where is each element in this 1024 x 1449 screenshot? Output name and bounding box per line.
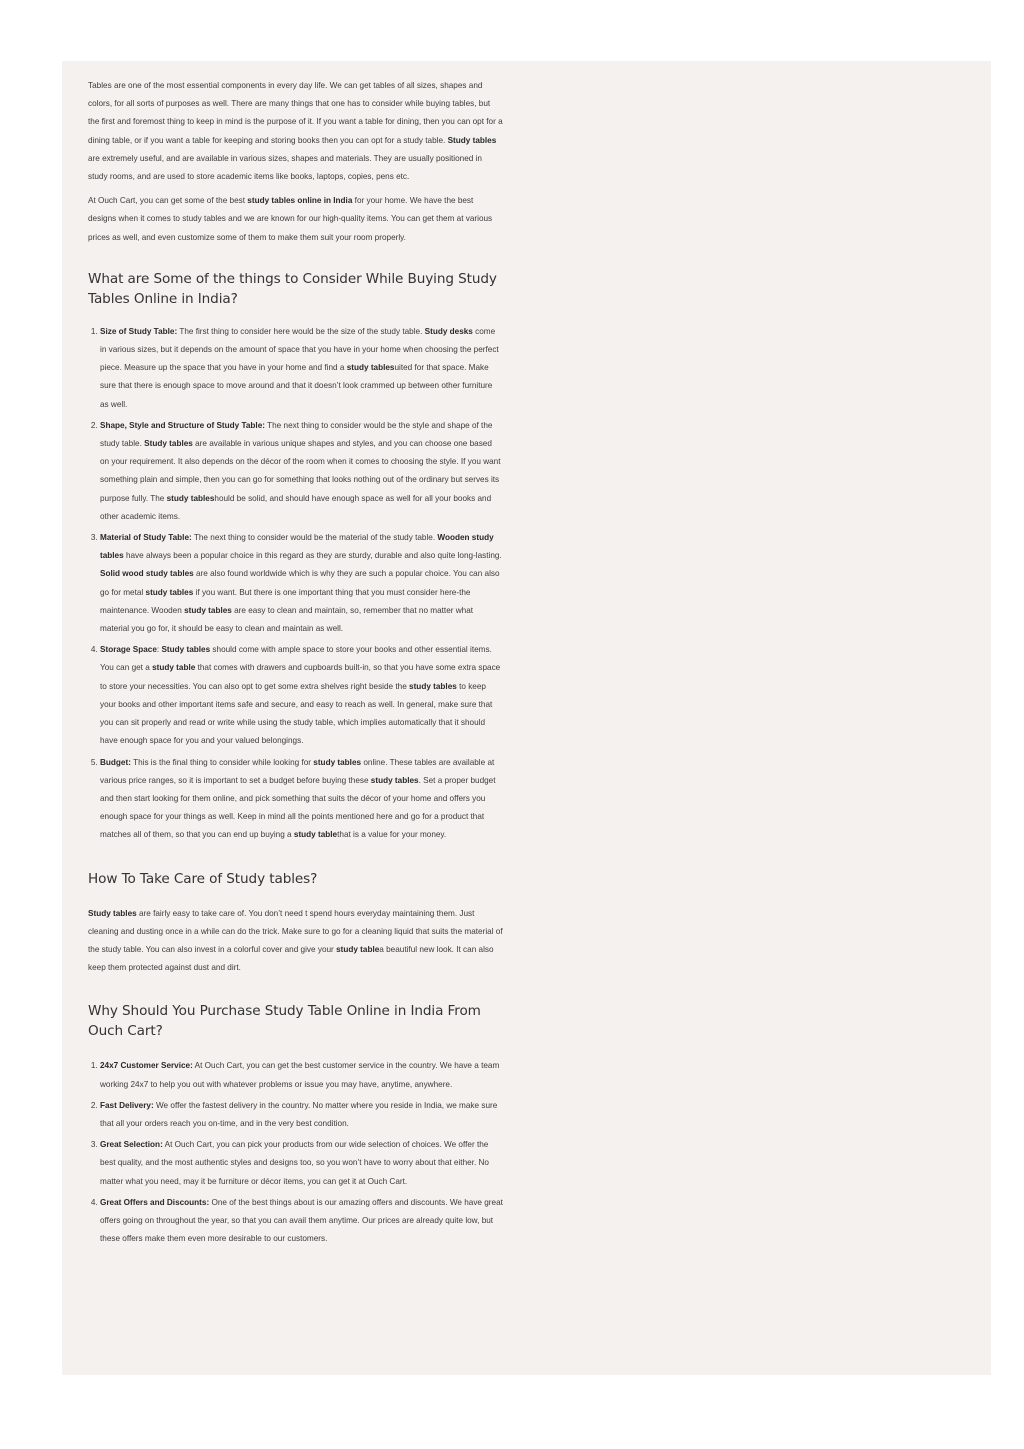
bold-text: study tables bbox=[313, 757, 362, 767]
text: should come with ample space to store your books and other essential items. You can get a bbox=[100, 645, 492, 673]
text: The next thing to consider would be the material of the study table. bbox=[191, 533, 438, 543]
section-heading-care: How To Take Care of Study tables? bbox=[88, 870, 318, 887]
text: to keep your books and other important items safe and secure, and easy to reach as well. In general, make sure that you can sit properly and read or write while using the study table, which implies automatically that it should have enough space for you and your valued belongings. bbox=[100, 681, 493, 746]
text: if you want. But there is one important thing that you must consider here-the maintenance. Wooden bbox=[100, 587, 471, 615]
intro-paragraph-1 bbox=[88, 77, 503, 186]
reasons-list bbox=[88, 1057, 503, 1248]
item-label: Great Offers and Discounts: bbox=[100, 1197, 210, 1207]
item-label: 24x7 Customer Service: bbox=[100, 1061, 193, 1071]
item-label: Shape, Style and Structure of Study Table: bbox=[100, 420, 265, 430]
article-content bbox=[88, 77, 503, 1251]
text: This is the final thing to consider while looking for bbox=[130, 757, 314, 767]
bold-text: study tables bbox=[166, 493, 215, 503]
text: are fairly easy to take care of. You don’t need t spend hours everyday maintaining them. Just cleaning and dusting once in a while can do the trick. Make sure to go for a cleaning liquid that suits the material of the study table. You can also invest in a colorful cover and give your bbox=[88, 908, 503, 954]
item-label: Budget: bbox=[100, 757, 131, 767]
item-label: Fast Delivery: bbox=[100, 1100, 154, 1110]
bold-text: Study desks bbox=[424, 326, 473, 336]
text: At Ouch Cart, you can pick your products from our wide selection of choices. We offer the best quality, and the most authentic styles and designs too, so you won’t have to worry about that either. No matter what you need, may it be furniture or décor items, you can get it at Ouch Cart. bbox=[100, 1140, 489, 1186]
text: come in various sizes, but it depends on the amount of space that you have in your home when choosing the perfect piece. Measure up the space that you have in your home and find a bbox=[100, 326, 499, 373]
text: that is a value for your money. bbox=[337, 830, 447, 840]
text: have always been a popular choice in this regard as they are sturdy, durable and also quite long-lasting. bbox=[123, 551, 502, 561]
care-paragraph bbox=[88, 905, 503, 978]
bold-text: Solid wood study tables bbox=[100, 569, 194, 579]
text: online. These tables are available at various price ranges, so it is important to set a budget before buying these bbox=[100, 757, 495, 785]
item-label: Great Selection: bbox=[100, 1140, 163, 1150]
bold-text: Study tables bbox=[161, 645, 211, 655]
article-panel bbox=[62, 61, 991, 1375]
text: a beautiful new look. It can also keep them protected against dust and dirt. bbox=[88, 944, 494, 973]
bold-link-text: study tables online in India bbox=[247, 196, 353, 206]
section-heading-why-ouch-cart: Why Should You Purchase Study Table Online in India From Ouch Cart? bbox=[88, 1003, 481, 1040]
bold-text: Study tables bbox=[88, 908, 137, 918]
list-item bbox=[100, 529, 503, 638]
item-label: Material of Study Table: bbox=[100, 533, 192, 543]
text: are extremely useful, and are available in various sizes, shapes and materials. They are usually positioned in study rooms, and are used to store academic items like books, laptops, copies, pens etc. bbox=[88, 153, 482, 182]
list-item bbox=[100, 754, 503, 845]
section-heading-considerations: What are Some of the things to Consider While Buying Study Tables Online in India? bbox=[88, 270, 497, 307]
list-item bbox=[100, 1194, 503, 1249]
text: We offer the fastest delivery in the country. No matter where you reside in India, we make sure that all your orders reach you on-time, and in the very best condition. bbox=[100, 1100, 498, 1128]
text: for your home. We have the best designs when it comes to study tables and we are known for our high-quality items. You can get them at various prices as well, and even customize some of them to make them suit your room properly. bbox=[88, 196, 493, 242]
considerations-list bbox=[88, 323, 503, 845]
bold-text: study tables bbox=[370, 775, 419, 785]
text: At Ouch Cart, you can get the best customer service in the country. We have a team working 24x7 to help you out with whatever problems or issue you may have, anytime, anywhere. bbox=[100, 1061, 500, 1089]
text: One of the best things about is our amazing offers and discounts. We have great offers going on throughout the year, so that you can avail them anytime. Our prices are already quite low, but these offers make them even more desirable to our customers. bbox=[100, 1197, 503, 1244]
bold-text: Study tables bbox=[447, 135, 497, 145]
text: Tables are one of the most essential components in every day life. We can get tables of all sizes, shapes and colors, for all sorts of purposes as well. There are many things that one has to consider while buying tables, but the first and foremost thing to keep in mind is the purpose of it. If you want a table for dining, then you can opt for a dining table, or if you want a table for keeping and storing books then you can opt for a study table. bbox=[88, 81, 503, 145]
item-label: Storage Space bbox=[100, 645, 157, 655]
list-item bbox=[100, 1136, 503, 1191]
bold-text: study table bbox=[336, 944, 380, 954]
text: The next thing to consider would be the style and shape of the study table. bbox=[100, 420, 493, 449]
text: that comes with drawers and cupboards built-in, so that you have some extra space to store your necessities. You can also opt to get some extra shelves right beside the bbox=[100, 663, 501, 691]
list-item bbox=[100, 641, 503, 750]
bold-text: Wooden study tables bbox=[100, 533, 494, 561]
text: At Ouch Cart, you can get some of the best bbox=[88, 196, 248, 206]
list-item bbox=[100, 323, 503, 414]
text: The first thing to consider here would be the size of the study table. bbox=[177, 326, 425, 336]
bold-text: study tables bbox=[409, 681, 457, 691]
text: are easy to clean and maintain, so, remember that no matter what material you go for, it should be easy to clean and maintain as well. bbox=[100, 605, 474, 634]
bold-text: study table bbox=[293, 830, 338, 840]
text: hould be solid, and should have enough space as well for all your books and other academic items. bbox=[100, 493, 492, 521]
bold-text: Study tables bbox=[144, 439, 193, 449]
item-label: Size of Study Table: bbox=[100, 326, 178, 336]
text: are also found worldwide which is why they are such a popular choice. You can also go for metal bbox=[100, 569, 500, 597]
text: are available in various unique shapes and styles, and you can choose one based on your requirement. It also depends on the décor of the room when it comes to choosing the style. If you want something plain and simple, then you can go for something that looks nothing out of the ordinary but serves its purpose fully. The bbox=[100, 439, 501, 503]
list-item bbox=[100, 417, 503, 526]
list-item bbox=[100, 1097, 503, 1133]
text: : bbox=[156, 645, 162, 655]
bold-text: study tables bbox=[346, 363, 395, 373]
text: uited for that space. Make sure that there is enough space to move around and that it doesn’t look crammed up between other furniture as well. bbox=[100, 363, 493, 409]
intro-paragraph-2 bbox=[88, 192, 503, 247]
list-item bbox=[100, 1057, 503, 1093]
bold-text: study table bbox=[152, 663, 196, 673]
bold-text: study tables bbox=[184, 605, 232, 615]
bold-text: study tables bbox=[145, 587, 194, 597]
text: . Set a proper budget and then start looking for them online, and pick something that suits the décor of your home and offers you enough space for your things as well. Keep in mind all the points mentioned here and go for a product that matches all of them, so that you can end up buying a bbox=[100, 775, 496, 840]
